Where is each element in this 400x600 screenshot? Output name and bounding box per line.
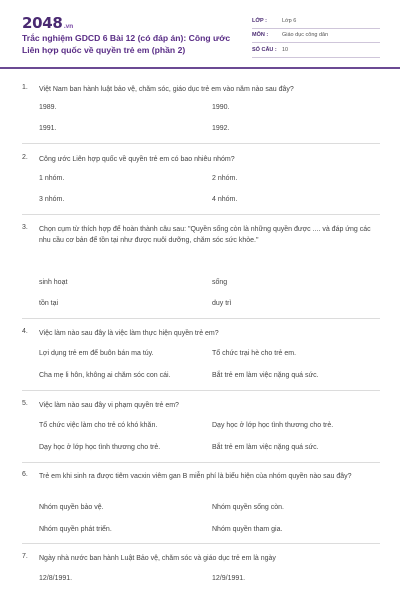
option-c[interactable]: Dạy học ở lớp học tình thương cho trẻ. — [39, 444, 161, 451]
question-text: Ngày nhà nước ban hành Luật Bảo vệ, chăm sóc và giáo dục trẻ em là ngày — [39, 555, 276, 562]
question-text: Việc làm nào sau đây vi phạm quyền trẻ em? — [39, 402, 179, 409]
question-divider — [22, 143, 380, 144]
option-b[interactable]: 2 nhóm. — [212, 175, 238, 182]
option-a[interactable]: Nhóm quyền bảo vệ. — [39, 504, 104, 511]
option-d[interactable]: Bắt trẻ em làm việc nặng quá sức. — [212, 444, 319, 451]
option-a[interactable]: 12/8/1991. — [39, 575, 73, 582]
question-divider — [22, 462, 380, 463]
option-c[interactable]: 1991. — [39, 125, 57, 132]
option-d[interactable]: Nhóm quyền tham gia. — [212, 526, 283, 533]
meta-value: Lớp 6 — [282, 17, 297, 24]
question-number: 3. — [22, 224, 28, 231]
meta-row-subject — [252, 29, 380, 44]
header-divider — [0, 67, 400, 69]
option-d[interactable]: Bắt trẻ em làm việc nặng quá sức. — [212, 372, 319, 379]
question-number: 7. — [22, 553, 28, 560]
question-number: 5. — [22, 400, 28, 407]
meta-row-count — [252, 43, 380, 58]
option-b[interactable]: Nhóm quyền sống còn. — [212, 504, 284, 511]
question-text: Việc làm nào sau đây là việc làm thực hiện quyền trẻ em? — [39, 330, 219, 337]
question-text: Trẻ em khi sinh ra được tiêm vacxin viêm gan B miễn phí là biểu hiện của nhóm quyền nào sau đây? — [39, 473, 352, 480]
option-b[interactable]: 12/9/1991. — [212, 575, 246, 582]
logo-text: 2048 — [22, 14, 63, 32]
question-text: Chọn cụm từ thích hợp để hoàn thành câu sau: "Quyền sống còn là những quyền được .... và đáp ứng các nhu cầu cơ bản để tồn tại như được nuôi dưỡng, chăm sóc sức khỏe." — [39, 226, 371, 244]
question-number: 6. — [22, 471, 28, 478]
question-number: 4. — [22, 328, 28, 335]
option-a[interactable]: 1989. — [39, 104, 57, 111]
option-b[interactable]: 1990. — [212, 104, 230, 111]
option-d[interactable]: 1992. — [212, 125, 230, 132]
meta-key: SỐ CÂU : — [252, 46, 277, 53]
option-b[interactable]: sống — [212, 279, 228, 286]
option-a[interactable]: sinh hoạt — [39, 279, 68, 286]
meta-table — [252, 14, 380, 58]
option-d[interactable]: 4 nhóm. — [212, 196, 238, 203]
question-text: Việt Nam ban hành luật bảo vệ, chăm sóc, giáo dục trẻ em vào năm nào sau đây? — [39, 86, 294, 93]
question-divider — [22, 318, 380, 319]
question-number: 2. — [22, 154, 28, 161]
meta-value: Giáo dục công dân — [282, 32, 329, 39]
option-c[interactable]: Nhóm quyền phát triển. — [39, 526, 112, 533]
question-number: 1. — [22, 84, 28, 91]
meta-key: LỚP : — [252, 17, 267, 24]
question-divider — [22, 214, 380, 215]
option-a[interactable]: Lợi dụng trẻ em để buôn bán ma túy. — [39, 350, 154, 357]
document-title: Trắc nghiệm GDCD 6 Bài 12 (có đáp án): Công ước Liên hợp quốc về quyền trẻ em (phần 2) — [22, 33, 231, 55]
logo-domain: .vn — [63, 23, 74, 30]
option-a[interactable]: 1 nhóm. — [39, 175, 65, 182]
question-divider — [22, 543, 380, 544]
option-c[interactable]: Cha mẹ li hôn, không ai chăm sóc con cái. — [39, 372, 171, 379]
option-a[interactable]: Tổ chức việc làm cho trẻ có khó khăn. — [39, 422, 158, 429]
option-b[interactable]: Dạy học ở lớp học tình thương cho trẻ. — [212, 422, 334, 429]
option-c[interactable]: tồn tại — [39, 300, 59, 307]
question-divider — [22, 390, 380, 391]
page-header — [0, 0, 400, 62]
question-text: Công ước Liên hợp quốc về quyền trẻ em có bao nhiêu nhóm? — [39, 156, 235, 163]
option-c[interactable]: 3 nhóm. — [39, 196, 65, 203]
site-logo[interactable] — [22, 14, 73, 32]
option-d[interactable]: duy trì — [212, 300, 232, 307]
meta-row-class — [252, 14, 380, 29]
meta-key: MÔN : — [252, 32, 269, 39]
option-b[interactable]: Tổ chức trại hè cho trẻ em. — [212, 350, 297, 357]
meta-value: 10 — [282, 46, 289, 53]
